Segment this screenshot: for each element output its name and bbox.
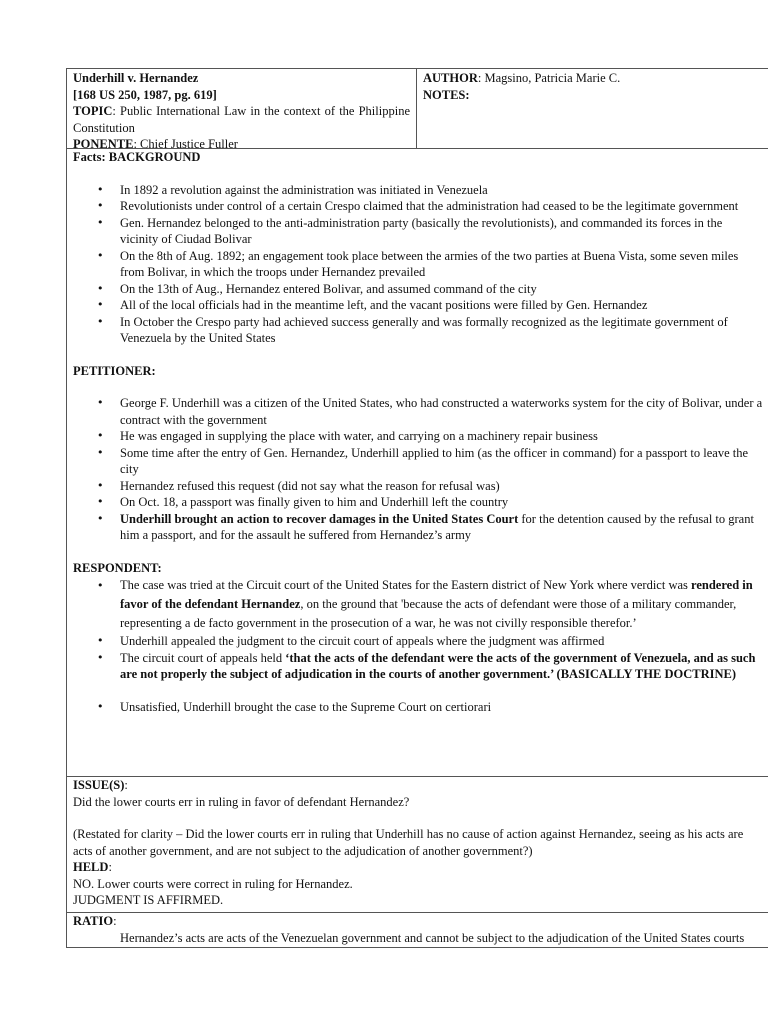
respondent-list [73, 576, 763, 683]
case-citation: [168 US 250, 1987, pg. 619] [73, 87, 217, 102]
issue-section: ISSUE(S): Did the lower courts err in ruling in favor of defendant Hernandez? (Restated for clarity – Did the lower courts err in ruling that Underhill has no cause of action against Hernandez, seeing as his acts are acts of another government, and are not subject to the adjudication of another government?) HELD: NO. Lower courts were correct in ruling for Hernandez. JUDGMENT IS AFFIRMED. [67, 777, 768, 913]
list-item: • The case was tried at the Circuit court of the United States for the Eastern district of New York where verdict was rendered in favor of the defendant Hernandez, on the ground that 'because the acts of defendant were those of a military commander, representing a de facto government in the prosecution of a war, he was not civilly responsible therefor.’ [120, 576, 763, 633]
topic: TOPIC: Public International Law in the context of the Philippine Constitution [73, 104, 410, 135]
list-item: • Revolutionists under control of a certain Crespo claimed that the administration had ceased to be the legitimate government [120, 198, 763, 215]
list-item: • In 1892 a revolution against the administration was initiated in Venezuela [120, 182, 763, 199]
case-info-cell [67, 69, 417, 151]
petitioner-list-last [73, 511, 763, 544]
ponente: PONENTE: Chief Justice Fuller [73, 137, 238, 151]
petitioner-heading: PETITIONER: [73, 363, 156, 378]
ratio-heading: RATIO [73, 914, 114, 928]
respondent-list-last [73, 699, 763, 716]
petitioner-list [73, 395, 763, 511]
background-list [73, 182, 763, 347]
list-item: • On the 13th of Aug., Hernandez entered Bolivar, and assumed command of the city [120, 281, 763, 298]
list-item: • On Oct. 18, a passport was finally given to him and Underhill left the country [120, 494, 763, 511]
author: AUTHOR: Magsino, Patricia Marie C. [423, 71, 621, 85]
notes-label: NOTES: [423, 87, 470, 102]
judgment-text: JUDGMENT IS AFFIRMED. [73, 893, 224, 907]
list-item: • Hernandez’s acts are acts of the Venezuelan government and cannot be subject to the adjudication of the United States courts [120, 930, 763, 947]
list-item: • Underhill appealed the judgment to the circuit court of appeals where the judgment was affirmed [120, 633, 763, 650]
list-item: • Unsatisfied, Underhill brought the case to the Supreme Court on certiorari [120, 699, 763, 716]
author-notes-cell [417, 69, 768, 148]
held-text: NO. Lower courts were correct in ruling for Hernandez. [73, 876, 353, 891]
list-item: • He was engaged in supplying the place with water, and carrying on a machinery repair business [120, 428, 763, 445]
held-heading: HELD [73, 860, 109, 874]
case-title: Underhill v. Hernandez [73, 71, 199, 85]
list-item: • Hernandez refused this request (did not say what the reason for refusal was) [120, 478, 763, 495]
list-item: • Some time after the entry of Gen. Hernandez, Underhill applied to him (as the officer in command) for a passport to leave the city [120, 445, 763, 478]
facts-heading: Facts: BACKGROUND [73, 150, 201, 164]
list-item: • The circuit court of appeals held ‘that the acts of the defendant were the acts of the government of Venezuela, and as such are not properly the subject of adjudication in the courts of another government.’ (BASICALLY THE DOCTRINE) [120, 650, 763, 683]
list-item: • All of the local officials had in the meantime left, and the vacant positions were filled by Gen. Hernandez [120, 297, 763, 314]
ratio-list [73, 930, 763, 947]
list-item: • Underhill brought an action to recover damages in the United States Court for the detention caused by the refusal to grant him a passport, and for the assault he suffered from Hernandez’s army [120, 511, 763, 544]
issue-restated: (Restated for clarity – Did the lower courts err in ruling that Underhill has no cause of action against Hernandez, seeing as his acts are acts of another government, and are not subject to the adjudication of another government?) [73, 827, 744, 858]
case-digest-table [66, 68, 768, 948]
list-item: • In October the Crespo party had achieved success generally and was formally recognized as the legitimate government of Venezuela by the United States [120, 314, 763, 347]
ratio-section: RATIO: • Hernandez’s acts are acts of the Venezuelan government and cannot be subject to the adjudication of the United States courts [67, 913, 768, 948]
facts-section [67, 149, 768, 777]
header-row [67, 69, 768, 149]
issue-heading: ISSUE(S) [73, 778, 125, 792]
issue-question: Did the lower courts err in ruling in favor of defendant Hernandez? [73, 794, 410, 809]
list-item: • On the 8th of Aug. 1892; an engagement took place between the armies of the two parties at Buena Vista, some seven miles from Bolivar, in which the troops under Hernandez prevailed [120, 248, 763, 281]
list-item: • Gen. Hernandez belonged to the anti-administration party (basically the revolutionists), and commanded its forces in the vicinity of Ciudad Bolivar [120, 215, 763, 248]
respondent-heading: RESPONDENT: [73, 560, 162, 575]
list-item: • George F. Underhill was a citizen of the United States, who had constructed a waterworks system for the city of Bolivar, under a contract with the government [120, 395, 763, 428]
